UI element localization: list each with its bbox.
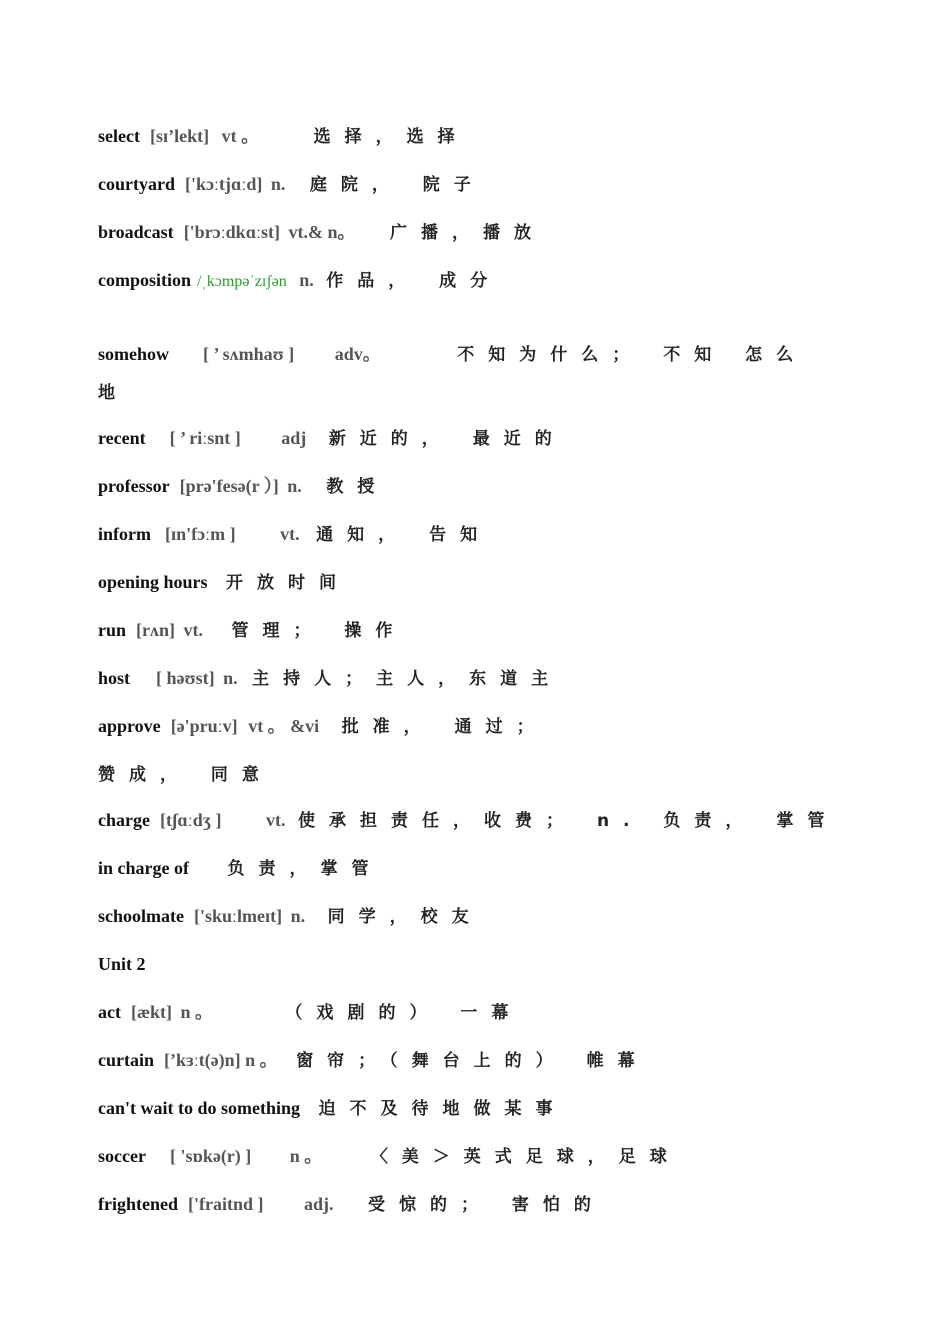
entry-word: select [98, 126, 140, 146]
entry-phonetic: ['skuːlmeɪt] [193, 906, 283, 926]
entry-schoolmate [98, 904, 890, 929]
entry-translation: 同学，校友 [327, 907, 483, 927]
entry-pos: n. [270, 174, 286, 194]
entry-translation: 不知为什么； 不知 怎么 [457, 345, 808, 365]
entry-phonetic: [ ’ sʌmhaʊ ] [203, 344, 295, 364]
entry-select [98, 124, 890, 149]
entry-pos: n. [299, 270, 314, 290]
entry-word: broadcast [98, 222, 174, 242]
entry-pos: n 。 [245, 1050, 278, 1070]
entry-pos: vt.& n。 [288, 222, 356, 242]
entry-phonetic: /ˌkɔmpəˈzɪʃən [197, 273, 287, 290]
entry-translation: 窗帘；（舞台上的） 帷幕 [296, 1051, 649, 1071]
entry-translation: 庭院， 院子 [309, 175, 485, 195]
entry-pos: adj [281, 428, 307, 448]
entry-broadcast [98, 220, 890, 245]
entry-run [98, 618, 890, 643]
entry-word: approve [98, 716, 161, 736]
entry-word: host [98, 668, 131, 688]
entry-opening-hours [98, 570, 890, 595]
entry-phonetic: [sɪ’lekt] [149, 126, 210, 146]
entry-pos: n. [223, 668, 238, 688]
entry-word: composition [98, 270, 192, 290]
entry-somehow [98, 342, 890, 367]
entry-translation: 选择，选择 [313, 127, 469, 147]
entry-word: act [98, 1002, 121, 1022]
entry-word: run [98, 620, 127, 640]
entry-somehow-continuation [98, 380, 890, 405]
entry-translation: 受惊的； 害怕的 [368, 1195, 605, 1215]
entry-courtyard [98, 172, 890, 197]
entry-word: can't wait to do something [98, 1098, 300, 1118]
entry-phonetic: [prə'fesə(r ）] [179, 476, 279, 496]
entry-pos: vt. [266, 810, 286, 830]
entry-translation: 管理； 操作 [231, 621, 407, 641]
entry-word: soccer [98, 1146, 146, 1166]
entry-pos: n 。 [289, 1146, 323, 1166]
entry-translation-continued: 地 [98, 383, 129, 403]
entry-word: in charge of [98, 858, 189, 878]
entry-translation: （戏剧的） 一幕 [285, 1003, 523, 1023]
entry-phonetic: [ɪn'fɔːm ] [165, 524, 236, 544]
entry-word: frightened [98, 1194, 178, 1214]
entry-approve-continuation [98, 762, 890, 787]
entry-cant-wait [98, 1096, 890, 1121]
entry-curtain [98, 1048, 890, 1073]
entry-word: somehow [98, 344, 169, 364]
entry-translation: 〈美＞英式足球，足球 [370, 1147, 681, 1167]
entry-translation: 迫不及待地做某事 [318, 1099, 567, 1119]
entry-pos: vt. [280, 524, 300, 544]
entry-word: schoolmate [98, 906, 184, 926]
entry-professor [98, 474, 890, 499]
entry-charge [98, 808, 890, 833]
entry-word: inform [98, 524, 151, 544]
entry-word: courtyard [98, 174, 175, 194]
unit-heading [98, 952, 890, 976]
entry-phonetic: [ækt] [130, 1002, 172, 1022]
entry-in-charge-of [98, 856, 890, 881]
entry-translation: 通知， 告知 [316, 525, 492, 545]
entry-phonetic: [rʌn] [136, 620, 176, 640]
entry-pos: n. [287, 476, 302, 496]
entry-word: charge [98, 810, 150, 830]
entry-pos: vt 。 &vi [248, 716, 320, 736]
entry-pos: n 。 [180, 1002, 213, 1022]
entry-translation: 开放时间 [226, 573, 351, 593]
entry-translation: 批准， 通过； [341, 717, 548, 737]
entry-translation: 主持人；主人，东道主 [252, 669, 563, 689]
entry-pos: adv。 [334, 344, 381, 364]
entry-pos: adj. [304, 1194, 334, 1214]
entry-phonetic: ['fraitnd ] [188, 1194, 264, 1214]
entry-translation: 使承担责任，收费； n. 负责， 掌管 [298, 811, 839, 831]
entry-word: opening hours [98, 572, 208, 592]
entry-word: professor [98, 476, 170, 496]
entry-phonetic: [tʃɑːdʒ ] [159, 810, 222, 830]
entry-translation: 教授 [326, 477, 389, 497]
entry-frightened [98, 1192, 890, 1217]
entry-composition [98, 268, 890, 294]
entry-phonetic: [ 'sɒkə(r) ] [169, 1146, 252, 1166]
entry-phonetic: ['kɔːtjɑːd] [184, 174, 263, 194]
entry-phonetic: [ə'pruːv] [170, 716, 238, 736]
entry-pos: n. [290, 906, 306, 926]
entry-translation: 广播，播放 [390, 223, 546, 243]
entry-word: curtain [98, 1050, 154, 1070]
entry-word: recent [98, 428, 146, 448]
unit-title: Unit 2 [98, 954, 146, 974]
entry-translation: 作品， 成分 [326, 271, 502, 291]
entry-phonetic: [ həʊst] [156, 668, 215, 688]
entry-host [98, 666, 890, 691]
entry-pos: vt. [183, 620, 204, 640]
entry-approve [98, 714, 890, 739]
entry-phonetic: ['brɔːdkɑːst] [183, 222, 281, 242]
entry-translation-continued: 赞成， 同意 [98, 765, 273, 785]
entry-translation: 新近的， 最近的 [328, 429, 566, 449]
entry-soccer [98, 1144, 890, 1169]
entry-translation: 负责，掌管 [227, 859, 383, 879]
entry-phonetic: [’kɜːt(ə)n] [164, 1050, 241, 1070]
entry-phonetic: [ ’ riːsnt ] [169, 428, 241, 448]
entry-act [98, 1000, 890, 1025]
entry-recent [98, 426, 890, 451]
entry-pos: vt 。 [221, 126, 260, 146]
entry-inform [98, 522, 890, 547]
